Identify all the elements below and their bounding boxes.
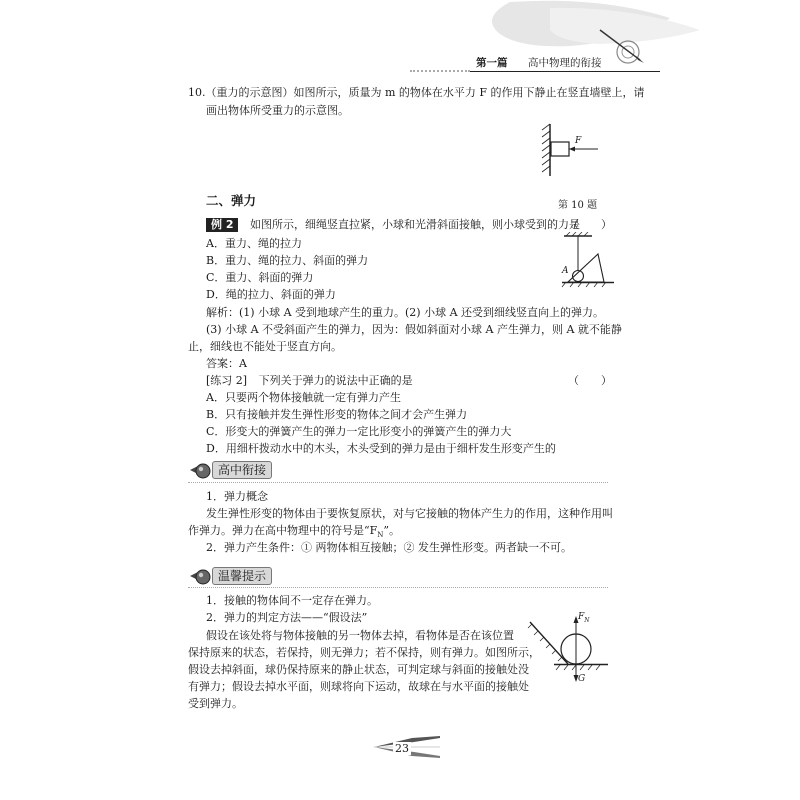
section-title: 二、弹力 bbox=[206, 193, 257, 208]
tips-p2: 2．弹力的判定方法——“假设法” bbox=[206, 611, 368, 624]
example2-option-a: A．重力、绳的拉力 bbox=[206, 237, 302, 250]
tips-badge-icon bbox=[188, 566, 212, 586]
practice2-question-line bbox=[206, 372, 413, 389]
example2-analysis-3: 止，细线也不能处于竖直方向。 bbox=[188, 340, 342, 353]
tips-body-1: 假设在该处将与物体接触的另一物体去掉，看物体是否在该位置 bbox=[206, 629, 514, 642]
header-dotted-divider bbox=[410, 70, 470, 72]
bridge-p1: 1．弹力概念 bbox=[206, 490, 268, 503]
practice2-answer-paren: （ ） bbox=[568, 374, 612, 387]
bridge-badge bbox=[188, 460, 272, 480]
example2-analysis-2: (3) 小球 A 不受斜面产生的弹力，因为：假如斜面对小球 A 产生弹力，则 A 就不能静 bbox=[206, 323, 622, 336]
example2-rope-ball-slope-figure bbox=[556, 232, 620, 292]
q10-caption: 第 10 题 bbox=[558, 200, 598, 211]
tips-fn-label: F bbox=[578, 612, 585, 622]
practice2-option-c: C．形变大的弹簧产生的弹力一定比形变小的弹簧产生的弹力大 bbox=[206, 425, 512, 438]
bridge-badge-label: 高中衔接 bbox=[212, 461, 272, 479]
header-part: 第一篇 bbox=[476, 57, 508, 69]
example2-analysis-1: 解析：(1) 小球 A 受到地球产生的重力。(2) 小球 A 还受到细线竖直向上的弹力。 bbox=[206, 306, 605, 319]
example2-option-b: B．重力、绳的拉力、斜面的弹力 bbox=[206, 254, 369, 267]
tips-body-4: 有弹力；假设去掉水平面，则球将向下运动，故球在与水平面的接触处 bbox=[188, 680, 529, 693]
q10-line2: 画出物体所受重力的示意图。 bbox=[206, 104, 349, 117]
example2-question: 如图所示，细绳竖直拉紧，小球和光滑斜面接触，则小球受到的力是 bbox=[249, 218, 580, 231]
q10-wall-block-figure bbox=[538, 120, 608, 180]
practice2-option-b: B．只有接触并发生弹性形变的物体之间才会产生弹力 bbox=[206, 408, 468, 421]
example2-question-line bbox=[206, 216, 580, 233]
header-title: 高中物理的衔接 bbox=[528, 57, 602, 69]
tips-badge bbox=[188, 566, 272, 586]
tips-body-2: 保持原来的状态，若保持，则无弹力；若不保持，则有弹力。如图所示， bbox=[188, 646, 540, 659]
q10-line1: 10.（重力的示意图）如图所示，质量为 m 的物体在水平力 F 的作用下静止在竖直墙壁上，请 bbox=[188, 86, 645, 99]
practice2-tag: [练习 2] bbox=[206, 374, 248, 387]
example2-ball-label: A bbox=[562, 266, 569, 276]
example2-option-d: D．绳的拉力、斜面的弹力 bbox=[206, 288, 336, 301]
header-rule bbox=[470, 71, 660, 72]
bridge-badge-icon bbox=[188, 460, 212, 480]
tips-fn-sub: N bbox=[584, 616, 590, 624]
bridge-p4: 2．弹力产生条件：① 两物体相互接触；② 发生弹性形变。两者缺一不可。 bbox=[206, 541, 572, 554]
practice2-option-a: A．只要两个物体接触就一定有弹力产生 bbox=[206, 391, 401, 404]
example2-answer-paren: （ ） bbox=[568, 218, 612, 231]
tips-normal-force-label bbox=[578, 612, 590, 624]
example2-option-c: C．重力、斜面的弹力 bbox=[206, 271, 314, 284]
tips-badge-label: 温馨提示 bbox=[212, 567, 272, 585]
tips-ball-incline-figure bbox=[524, 612, 620, 692]
tips-gravity-label: G bbox=[578, 674, 586, 684]
bridge-divider bbox=[188, 482, 608, 483]
practice2-question: 下列关于弹力的说法中正确的是 bbox=[258, 374, 413, 387]
tips-body-5: 受到弹力。 bbox=[188, 697, 243, 710]
example2-answer: 答案：A bbox=[206, 357, 247, 370]
tips-body-3: 假设去掉斜面，球仍保持原来的静止状态，可判定球与斜面的接触处没 bbox=[188, 663, 529, 676]
header-band bbox=[0, 0, 800, 80]
example2-tag: 例 2 bbox=[206, 218, 238, 232]
tips-p1: 1．接触的物体间不一定存在弹力。 bbox=[206, 594, 378, 607]
bridge-p3-sub: N bbox=[377, 531, 384, 540]
bridge-p3-end: ”。 bbox=[383, 524, 401, 537]
q10-force-label: F bbox=[575, 136, 582, 146]
tips-divider bbox=[188, 587, 608, 588]
page-number: 23 bbox=[395, 742, 409, 755]
bridge-p2: 发生弹性形变的物体由于要恢复原状，对与它接触的物体产生力的作用，这种作用叫 bbox=[206, 507, 613, 520]
bridge-p3: 作弹力。弹力在高中物理中的符号是“F bbox=[188, 524, 378, 537]
practice2-option-d: D．用细杆拨动水中的木头，木头受到的弹力是由于细杆发生形变产生的 bbox=[206, 442, 556, 455]
